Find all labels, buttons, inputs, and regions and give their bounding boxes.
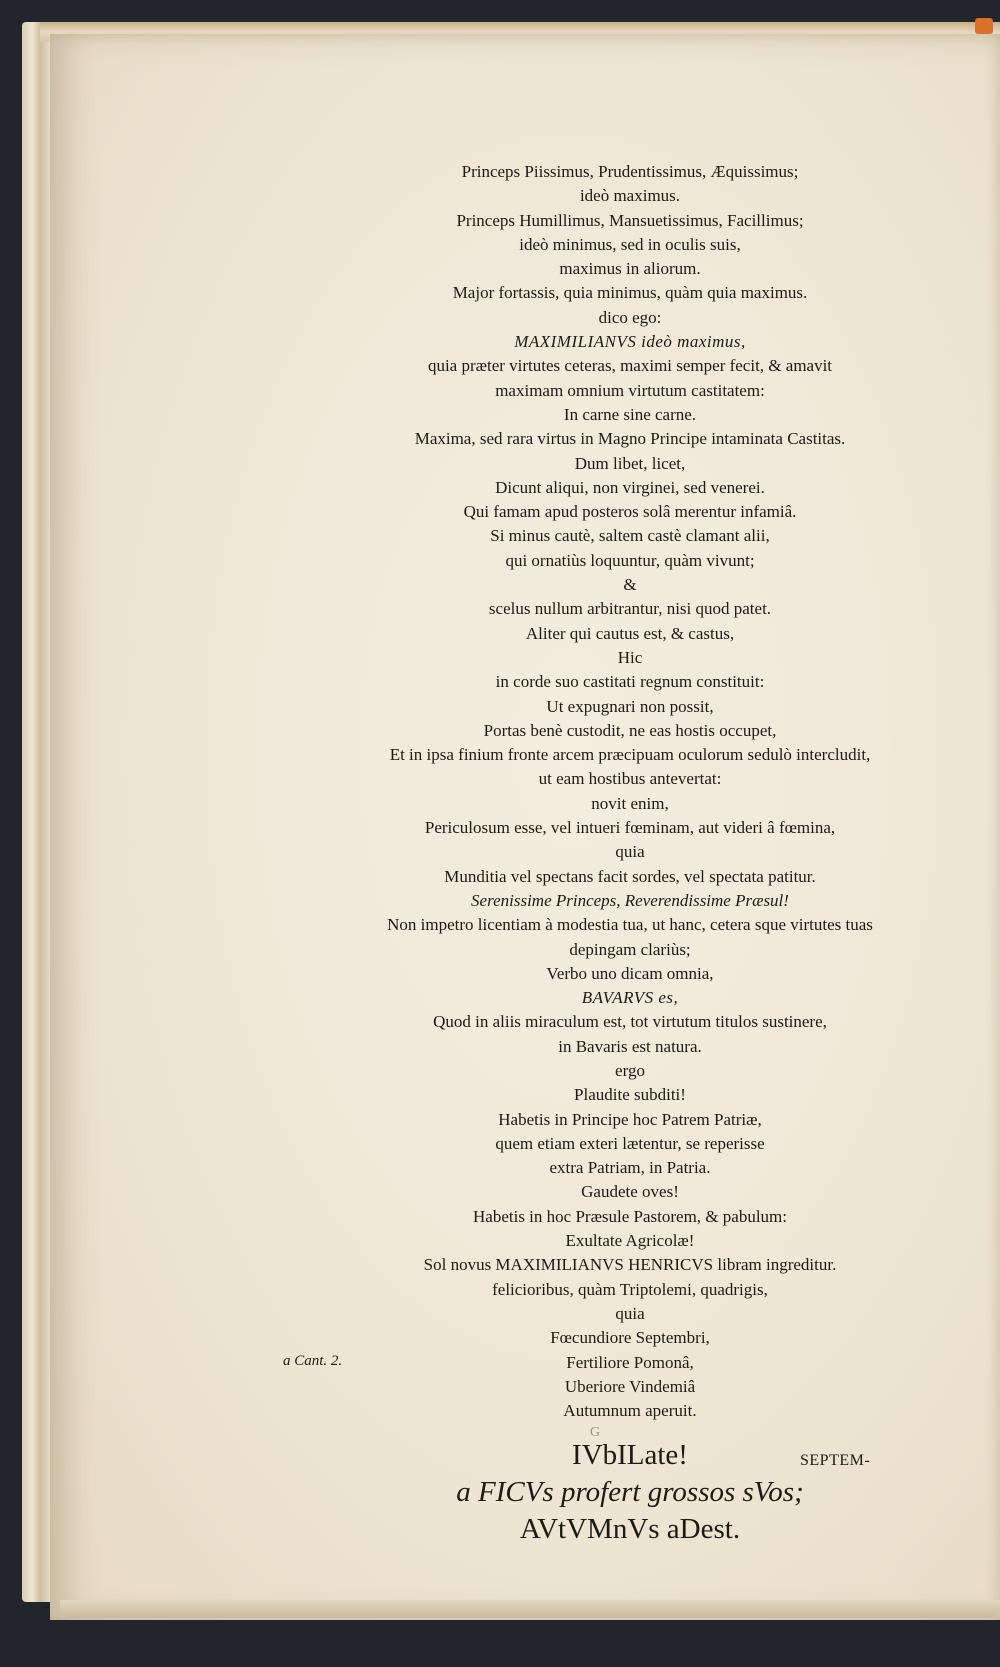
text-line: Maxima, sed rara virtus in Magno Principe intaminata Castitas. — [414, 429, 846, 449]
text-line: Uberiore Vindemiâ — [564, 1376, 696, 1396]
text-line: Major fortassis, quia minimus, quàm quia maximus. — [452, 283, 808, 303]
text-line: Princeps Piissimus, Prudentissimus, Æquissimus; — [461, 162, 799, 181]
chronogram-line: AVtVMnVs aDest. — [519, 1513, 741, 1546]
text-line: Gaudete oves! — [581, 1182, 679, 1202]
text-line: Fertiliore Pomonâ, — [566, 1352, 694, 1372]
text-line: BAVARVS es, — [581, 988, 679, 1008]
text-line: ergo — [615, 1060, 645, 1080]
text-line: in corde suo castitati regnum constituit: — [495, 672, 765, 692]
text-line: ideò minimus, sed in oculis suis, — [519, 234, 741, 254]
text-line: Habetis in Principe hoc Patrem Patriæ, — [498, 1109, 762, 1129]
margin-note: a Cant. 2. — [283, 1353, 343, 1369]
text-line: Portas benè custodit, ne eas hostis occupet, — [483, 720, 777, 740]
text-line: Periculosum esse, vel intueri fœminam, aut videri â fœmina, — [424, 818, 836, 838]
text-line: Munditia vel spectans facit sordes, vel spectata patitur. — [444, 866, 816, 886]
text-line: Princeps Humillimus, Mansuetissimus, Facillimus; — [456, 210, 804, 230]
text-line: scelus nullum arbitrantur, nisi quod patet. — [488, 599, 772, 619]
bookmark-tab — [975, 18, 993, 34]
text-line: ideò maximus. — [579, 186, 681, 206]
text-line: Dicunt aliqui, non virginei, sed venerei. — [495, 477, 765, 497]
signature-mark: G — [590, 1425, 601, 1440]
text-line: Plaudite subditi! — [574, 1085, 686, 1105]
page-bottom-edge — [60, 1600, 1000, 1618]
text-line: & — [623, 575, 637, 595]
text-line: extra Patriam, in Patria. — [549, 1158, 711, 1178]
text-line: qui ornatiùs loquuntur, quàm vivunt; — [505, 550, 755, 570]
text-line: in Bavaris est natura. — [558, 1036, 702, 1056]
text-line: Quod in aliis miraculum est, tot virtutum titulos sustinere, — [433, 1012, 827, 1032]
text-line: quia — [615, 1303, 645, 1323]
text-line: Habetis in hoc Præsule Pastorem, & pabulum: — [473, 1206, 787, 1226]
text-line: Fœcundiore Septembri, — [550, 1328, 710, 1348]
text-line: Autumnum aperuit. — [563, 1401, 697, 1421]
text-line: Ut expugnari non possit, — [546, 696, 714, 716]
text-line: quia — [615, 842, 645, 862]
text-line: Verbo uno dicam omnia, — [546, 963, 714, 983]
text-line: Et in ipsa finium fronte arcem præcipuam oculorum sedulò intercludit, — [389, 745, 871, 765]
chronogram-line: IVbILate! — [572, 1439, 688, 1472]
text-line: Qui famam apud posteros solâ merentur infamiâ. — [463, 502, 797, 522]
text-line: Si minus cautè, saltem castè clamant alii, — [490, 526, 770, 546]
text-line: Dum libet, licet, — [574, 453, 686, 473]
text-line: maximus in aliorum. — [559, 259, 701, 279]
catchword: SEPTEM- — [800, 1452, 871, 1469]
text-line: Hic — [617, 647, 643, 667]
text-line: Aliter qui cautus est, & castus, — [525, 623, 735, 643]
text-line: MAXIMILIANVS ideò maximus, — [514, 332, 746, 352]
chronogram-line: a FICVs profert grossos sVos; — [456, 1476, 804, 1509]
text-line: felicioribus, quàm Triptolemi, quadrigis, — [492, 1279, 768, 1299]
text-line: quem etiam exteri lætentur, se reperisse — [495, 1133, 765, 1153]
text-line: ut eam hostibus antevertat: — [538, 769, 722, 789]
text-line: depingam clariùs; — [569, 939, 691, 959]
text-line: Serenissime Princeps, Reverendissime Præsul! — [471, 890, 789, 910]
text-line: Sol novus MAXIMILIANVS HENRICVS libram ingreditur. — [423, 1255, 837, 1275]
book-fore-edge — [22, 22, 52, 1602]
text-line: quia præter virtutes ceteras, maximi semper fecit, & amavit — [427, 356, 833, 376]
text-line: maximam omnium virtutum castitatem: — [495, 380, 765, 400]
text-line: Non impetro licentiam à modestia tua, ut hanc, cetera sque virtutes tuas — [387, 915, 873, 935]
text-line: dico ego: — [598, 307, 662, 327]
main-text — [330, 160, 930, 1548]
text-line: Exultate Agricolæ! — [565, 1231, 695, 1251]
text-line: novit enim, — [591, 793, 669, 813]
text-line: In carne sine carne. — [563, 404, 697, 424]
